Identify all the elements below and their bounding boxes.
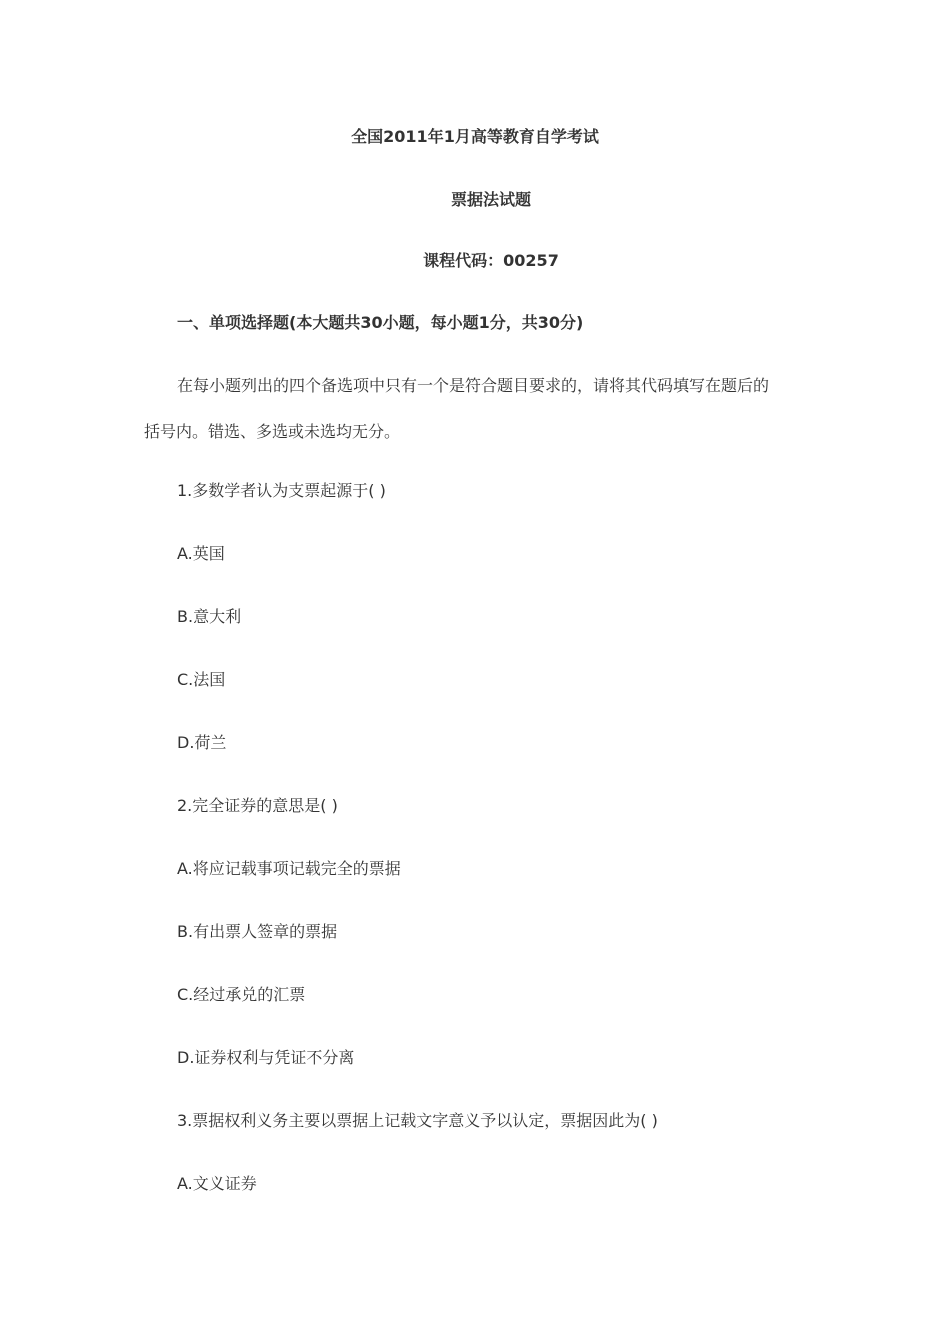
question-3-stem: 3.票据权利义务主要以票据上记载文字意义予以认定，票据因此为( ) (177, 1111, 658, 1130)
question-1-option-d: D.荷兰 (177, 733, 227, 752)
instructions-line-2: 括号内。错选、多选或未选均无分。 (144, 422, 401, 441)
section-heading: 一、单项选择题(本大题共30小题，每小题1分，共30分) (177, 313, 584, 332)
question-2-option-c: C.经过承兑的汇票 (177, 985, 306, 1004)
instructions-line-1: 在每小题列出的四个备选项中只有一个是符合题目要求的，请将其代码填写在题后的 (177, 376, 770, 395)
exam-subject: 票据法试题 (450, 190, 531, 209)
question-2-option-b: B.有出票人签章的票据 (177, 922, 338, 941)
question-2-option-a: A.将应记载事项记载完全的票据 (177, 859, 401, 878)
question-3-option-a: A.文义证券 (177, 1174, 257, 1193)
question-1-option-b: B.意大利 (177, 607, 242, 626)
course-code: 课程代码：00257 (423, 251, 559, 270)
question-2-option-d: D.证券权利与凭证不分离 (177, 1048, 355, 1067)
exam-title: 全国2011年1月高等教育自学考试 (351, 127, 599, 146)
question-1-stem: 1.多数学者认为支票起源于( ) (177, 481, 386, 500)
question-1-option-a: A.英国 (177, 544, 225, 563)
question-2-stem: 2.完全证券的意思是( ) (177, 796, 338, 815)
question-1-option-c: C.法国 (177, 670, 226, 689)
